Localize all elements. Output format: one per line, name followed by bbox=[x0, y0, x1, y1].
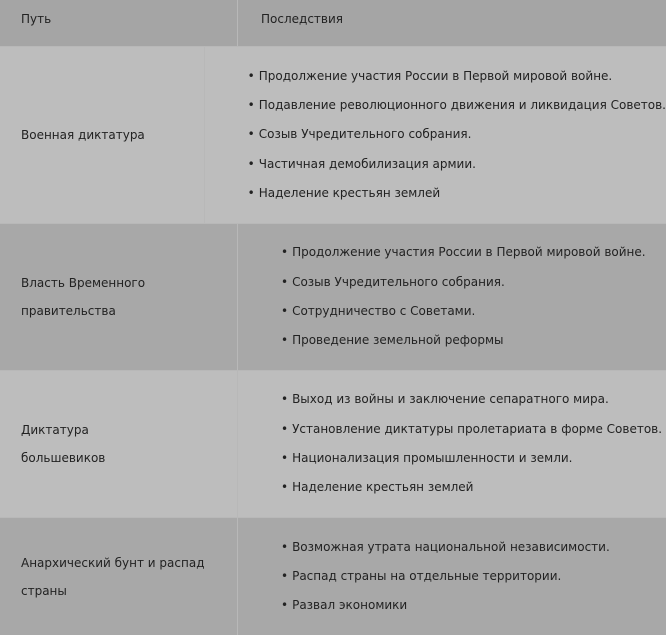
consequences-cell bbox=[205, 47, 666, 223]
path-label: Военная диктатура bbox=[21, 128, 145, 142]
table-header bbox=[0, 0, 666, 47]
list-item: • Продолжение участия России в Первой мировой войне. bbox=[281, 238, 666, 267]
header-path: Путь bbox=[0, 0, 238, 46]
path-label: большевиков bbox=[21, 451, 106, 465]
path-label: Анархический бунт и распад страны bbox=[21, 555, 205, 598]
path-cell bbox=[0, 371, 238, 517]
list-item: • Наделение крестьян землей bbox=[281, 473, 666, 502]
list-item: • Проведение земельной реформы bbox=[281, 326, 666, 355]
table-row bbox=[0, 47, 666, 224]
list-item: • Продолжение участия России в Первой мировой войне. bbox=[248, 62, 666, 91]
list-item: • Частичная демобилизация армии. bbox=[248, 150, 666, 179]
list-item: • Сотрудничество с Советами. bbox=[281, 297, 666, 326]
path-cell bbox=[0, 518, 238, 635]
consequences-cell bbox=[238, 371, 666, 517]
table-row bbox=[0, 518, 666, 635]
path-cell bbox=[0, 224, 238, 370]
table-row bbox=[0, 224, 666, 371]
list-item: • Созыв Учредительного собрания. bbox=[281, 268, 666, 297]
path-cell bbox=[0, 47, 205, 223]
list-item: • Распад страны на отдельные территории. bbox=[281, 562, 666, 591]
list-item: • Развал экономики bbox=[281, 591, 666, 620]
list-item: • Выход из войны и заключение сепаратного мира. bbox=[281, 385, 666, 414]
list-item: • Возможная утрата национальной независимости. bbox=[281, 533, 666, 562]
path-label: Власть Временного правительства bbox=[21, 276, 146, 318]
consequences-cell bbox=[238, 518, 666, 635]
consequences-cell bbox=[238, 224, 666, 370]
list-item: • Наделение крестьян землей bbox=[248, 179, 666, 208]
header-consequences: Последствия bbox=[261, 12, 343, 26]
list-item: • Национализация промышленности и земли. bbox=[281, 444, 666, 473]
table-row bbox=[0, 371, 666, 518]
list-item: • Установление диктатуры пролетариата в форме Советов. bbox=[281, 415, 666, 444]
path-label: Диктатура bbox=[21, 423, 89, 437]
list-item: • Созыв Учредительного собрания. bbox=[248, 120, 666, 149]
list-item: • Подавление революционного движения и ликвидация Советов. bbox=[248, 91, 666, 120]
